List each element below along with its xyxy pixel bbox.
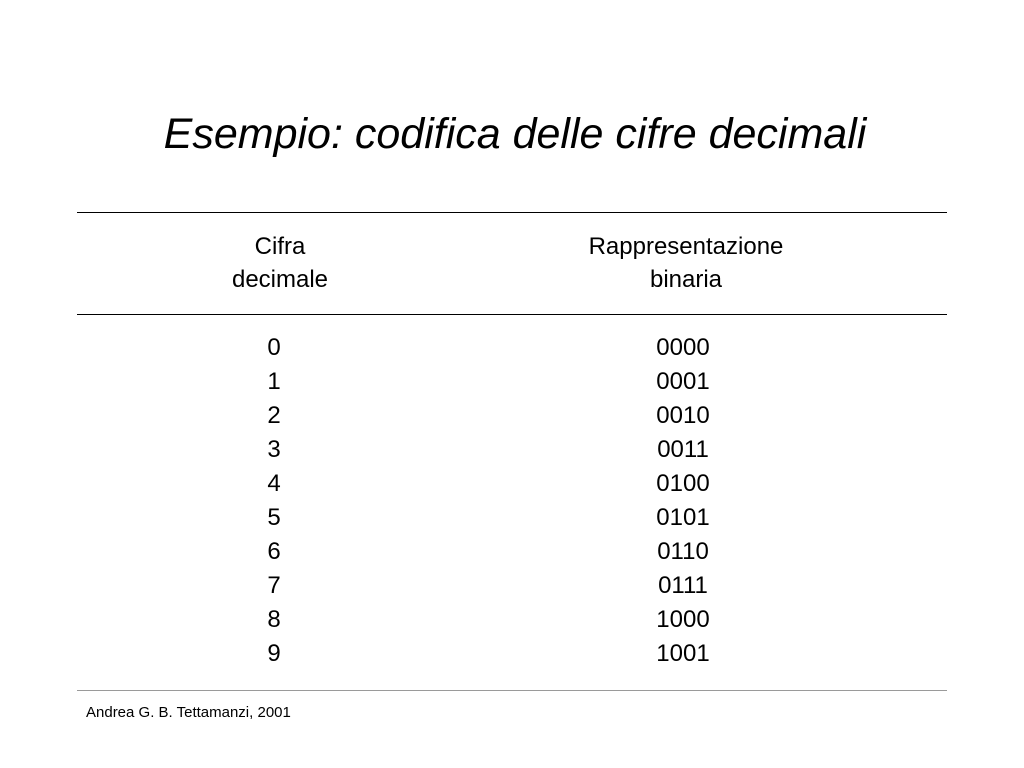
decimal-cell: 0	[267, 334, 281, 361]
table-header-rule	[77, 314, 947, 315]
header-decimal-line-2: decimale	[231, 266, 329, 293]
decimal-cell: 2	[267, 402, 281, 429]
decimal-cell: 9	[267, 640, 281, 667]
binary-representation-column	[623, 331, 743, 671]
binary-cell: 0001	[656, 368, 710, 395]
binary-cell: 0010	[656, 402, 710, 429]
header-binary-line-1: Rappresentazione	[588, 233, 784, 260]
header-binary-line-2: binaria	[649, 266, 723, 293]
decimal-cell: 7	[267, 572, 281, 599]
decimal-cell: 3	[267, 436, 281, 463]
binary-cell: 0110	[657, 538, 709, 565]
decimal-cell: 6	[267, 538, 281, 565]
decimal-cell: 5	[267, 504, 281, 531]
binary-cell: 0100	[656, 470, 710, 497]
decimal-cell: 4	[267, 470, 281, 497]
binary-cell: 0101	[656, 504, 710, 531]
binary-cell: 0000	[656, 334, 710, 361]
binary-cell: 0011	[657, 436, 709, 463]
slide-title: Esempio: codifica delle cifre decimali	[163, 110, 867, 158]
footer-rule	[77, 690, 947, 691]
decimal-digit-column	[224, 331, 324, 671]
footer-author: Andrea G. B. Tettamanzi, 2001	[86, 704, 291, 721]
decimal-cell: 8	[267, 606, 281, 633]
header-decimal-line-1: Cifra	[254, 233, 306, 260]
header-binary-representation	[536, 230, 836, 296]
binary-cell: 1000	[656, 606, 710, 633]
table-top-rule	[77, 212, 947, 213]
binary-cell: 0111	[658, 572, 708, 599]
decimal-cell: 1	[267, 368, 281, 395]
binary-cell: 1001	[656, 640, 710, 667]
header-decimal-digit	[180, 230, 380, 296]
